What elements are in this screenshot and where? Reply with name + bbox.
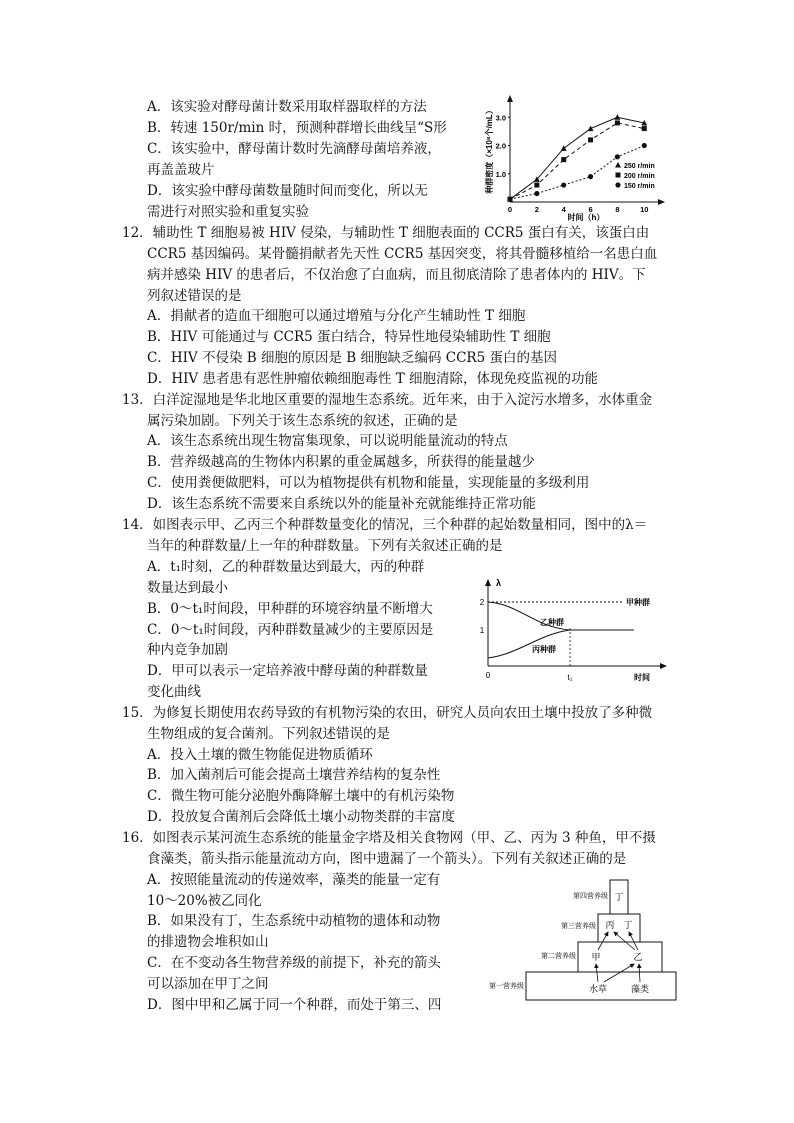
x-tick-label: 10 — [640, 205, 649, 214]
lambda-chart — [474, 572, 674, 684]
data-point — [614, 114, 620, 120]
y-axis-label: 种群密度（×10⁸个/mL） — [485, 106, 494, 194]
data-point — [534, 191, 539, 196]
organism-ding-2: 丁 — [623, 920, 633, 930]
q11-option-d-cont: 需进行对照实验和重复实验 — [147, 204, 309, 220]
arrow-yi-bing — [614, 932, 635, 950]
q13-option-c: C．使用粪便做肥料，可以为植物提供有机物和能量，实现能量的多级利用 — [147, 475, 590, 491]
q14-option-a: A．t₁时刻，乙的种群数量达到最大，丙的种群 — [147, 559, 425, 575]
q15-option-b: B．加入菌剂后可能会提高土壤营养结构的复杂性 — [147, 767, 441, 783]
pyramid-level-3 — [598, 914, 640, 942]
legend-marker — [615, 182, 620, 187]
data-point — [642, 126, 647, 131]
q16-option-d: D．图中甲和乙属于同一个种群，而处于第三、四 — [147, 997, 442, 1013]
data-point — [615, 154, 620, 159]
q15-stem-1: 15．为修复长期使用农药导致的有机物污染的农田，研究人员向农田土壤中投放了多种微 — [122, 705, 653, 721]
q16-option-c: C．在不变动各生物营养级的前提下，补充的箭头 — [147, 955, 441, 971]
q14-stem-1: 14．如图表示甲、乙丙三个种群数量变化的情况，三个种群的起始数量相同，图中的λ＝ — [122, 517, 648, 533]
x-tick-label: 8 — [615, 205, 620, 214]
arrow-yi-ding — [629, 932, 638, 950]
data-point — [561, 145, 567, 151]
arrow-shuicao-yi — [604, 964, 634, 982]
y-tick-label: 2.0 — [495, 141, 506, 151]
data-point — [534, 183, 539, 188]
organism-jia: 甲 — [591, 952, 601, 962]
q16-option-a-cont: 10～20%被乙同化 — [147, 893, 262, 909]
q15-option-a: A．投入土壤的微生物能促进物质循环 — [147, 747, 373, 763]
q14-option-d: D．甲可以表示一定培养液中酵母菌的种群数量 — [147, 663, 428, 679]
q11-option-c-cont: 再盖盖玻片 — [147, 162, 215, 178]
level-3-label: 第三营养级 — [561, 923, 596, 930]
q16-stem-1: 16．如图表示某河流生态系统的能量金字塔及相关食物网（甲、乙、丙为 3 种鱼，甲不摄 — [122, 830, 656, 846]
yeast-density-chart — [482, 92, 672, 222]
q12-stem-2: CCR5 基因编码。某骨髓捐献者先天性 CCR5 基因突变，将其骨髓移植给一名患白血 — [147, 246, 658, 262]
legend-label: 250 r/min — [624, 163, 655, 170]
q13-stem-2: 属污染加剧。下列关于该生态系统的叙述，正确的是 — [147, 413, 458, 429]
arrow-shuicao-jia — [596, 964, 598, 982]
series-yi-label: 乙种群 — [540, 618, 564, 627]
x-tick-t1: t₁ — [567, 673, 573, 682]
q12-option-a: A．捐献者的造血干细胞可以通过增殖与分化产生辅助性 T 细胞 — [147, 308, 526, 324]
organism-bing: 丙 — [605, 920, 615, 930]
x-tick-label: 2 — [534, 205, 539, 214]
x-axis-label: 时间 — [634, 673, 650, 682]
q13-stem-1: 13．白洋淀湿地是华北地区重要的湿地生态系统。近年来，由于入淀污水增多，水体重金 — [122, 392, 653, 408]
series-bing-line — [488, 630, 570, 658]
q14-option-c-cont: 种内竞争加剧 — [147, 642, 228, 658]
data-point — [615, 120, 620, 125]
q13-option-b: B．营养级越高的生物体内积累的重金属越多，所获得的能量越少 — [147, 454, 535, 470]
q14-stem-2: 当年的种群数量/上一年的种群数量。下列有关叙述正确的是 — [147, 538, 503, 554]
x-tick-label: 0 — [507, 205, 513, 214]
q14-option-c: C．0～t₁时间段，丙种群数量减少的主要原因是 — [147, 622, 434, 638]
data-point — [588, 126, 594, 131]
x-tick-label: 6 — [588, 205, 593, 214]
x-axis-label: 时间（h） — [567, 213, 605, 222]
legend-label: 150 r/min — [624, 183, 655, 190]
q15-option-d: D．投放复合菌剂后会降低土壤小动物类群的丰富度 — [147, 809, 455, 825]
y-tick-label: 1.0 — [495, 169, 506, 179]
q11-option-a: A．该实验对酵母菌计数采用取样器取样的方法 — [147, 99, 427, 115]
q12-option-b: B．HIV 可能通过与 CCR5 蛋白结合，特异性地侵染辅助性 T 细胞 — [147, 329, 551, 345]
q15-stem-2: 生物组成的复合菌剂。下列叙述错误的是 — [147, 726, 390, 742]
lambda-axis-label: λ — [496, 578, 502, 588]
legend-marker — [616, 173, 621, 178]
q13-option-d: D．该生态系统不需要来自系统以外的能量补充就能维持正常功能 — [147, 496, 536, 512]
q12-stem-1: 12．辅助性 T 细胞易被 HIV 侵染，与辅助性 T 细胞表面的 CCR5 蛋白有关，该蛋白由 — [122, 225, 650, 241]
q11-option-d: D．该实验中酵母菌数量随时间而变化，所以无 — [147, 183, 428, 199]
data-point — [561, 157, 566, 162]
q12-option-c: C．HIV 不侵染 B 细胞的原因是 B 细胞缺乏编码 CCR5 蛋白的基因 — [147, 350, 557, 366]
q16-option-b: B．如果没有丁，生态系统中动植物的遗体和动物 — [147, 913, 441, 929]
organism-ding: 丁 — [614, 892, 624, 902]
data-point — [642, 143, 647, 148]
y-tick-label: 3.0 — [495, 113, 506, 123]
level-4-label: 第四营养级 — [573, 893, 608, 900]
q12-stem-3: 病并感染 HIV 的患者后，不仅治愈了白血病，而且彻底清除了患者体内的 HIV。下 — [147, 267, 646, 283]
q11-option-b: B．转速 150r/min 时，预测种群增长曲线呈“S形 — [147, 120, 447, 136]
y-tick-2: 2 — [479, 598, 485, 607]
level-1-label: 第一营养级 — [489, 983, 524, 990]
legend-marker — [615, 162, 621, 168]
q16-option-a: A．按照能量流动的传递效率，藻类的能量一定有 — [147, 872, 441, 888]
q16-option-c-cont: 可以添加在甲丁之间 — [147, 976, 269, 992]
data-point — [561, 182, 566, 187]
x-tick-label: 4 — [561, 205, 566, 214]
series-jia-label: 甲种群 — [626, 598, 650, 607]
energy-pyramid-diagram — [489, 876, 678, 1004]
q16-stem-2: 食藻类，箭头指示能量流动方向，图中遗漏了一个箭头）。下列有关叙述正确的是 — [147, 851, 627, 867]
organism-yi: 乙 — [633, 952, 643, 962]
series-bing-label: 丙种群 — [532, 645, 556, 654]
q14-option-d-cont: 变化曲线 — [147, 684, 201, 700]
legend-label: 200 r/min — [624, 173, 655, 180]
q16-option-b-cont: 的排遗物会堆积如山 — [147, 934, 269, 950]
q11-option-c: C．该实验中，酵母菌计数时先滴酵母菌培养液， — [147, 141, 441, 157]
q14-option-a-cont: 数量达到最小 — [147, 580, 228, 596]
q15-option-c: C．微生物可能分泌胞外酶降解土壤中的有机污染物 — [147, 788, 455, 804]
arrow-zaolei-yi — [639, 964, 640, 982]
q13-option-a: A．该生态系统出现生物富集现象，可以说明能量流动的特点 — [147, 433, 508, 449]
organism-shuicao: 水草 — [588, 984, 608, 994]
y-tick-1: 1 — [479, 626, 485, 635]
level-2-label: 第二营养级 — [541, 953, 576, 960]
q12-stem-4: 列叙述错误的是 — [147, 288, 242, 304]
organism-zaolei: 藻类 — [630, 984, 650, 994]
q14-option-b: B．0～t₁时间段，甲种群的环境容纳量不断增大 — [147, 601, 433, 617]
data-point — [588, 137, 593, 142]
arrow-jia-bing — [598, 932, 608, 950]
q12-option-d: D．HIV 患者患有恶性肿瘤依赖细胞毒性 T 细胞清除，体现免疫监视的功能 — [147, 371, 599, 387]
data-point — [588, 174, 593, 179]
x-tick-0: 0 — [485, 671, 491, 680]
data-point — [507, 197, 512, 202]
